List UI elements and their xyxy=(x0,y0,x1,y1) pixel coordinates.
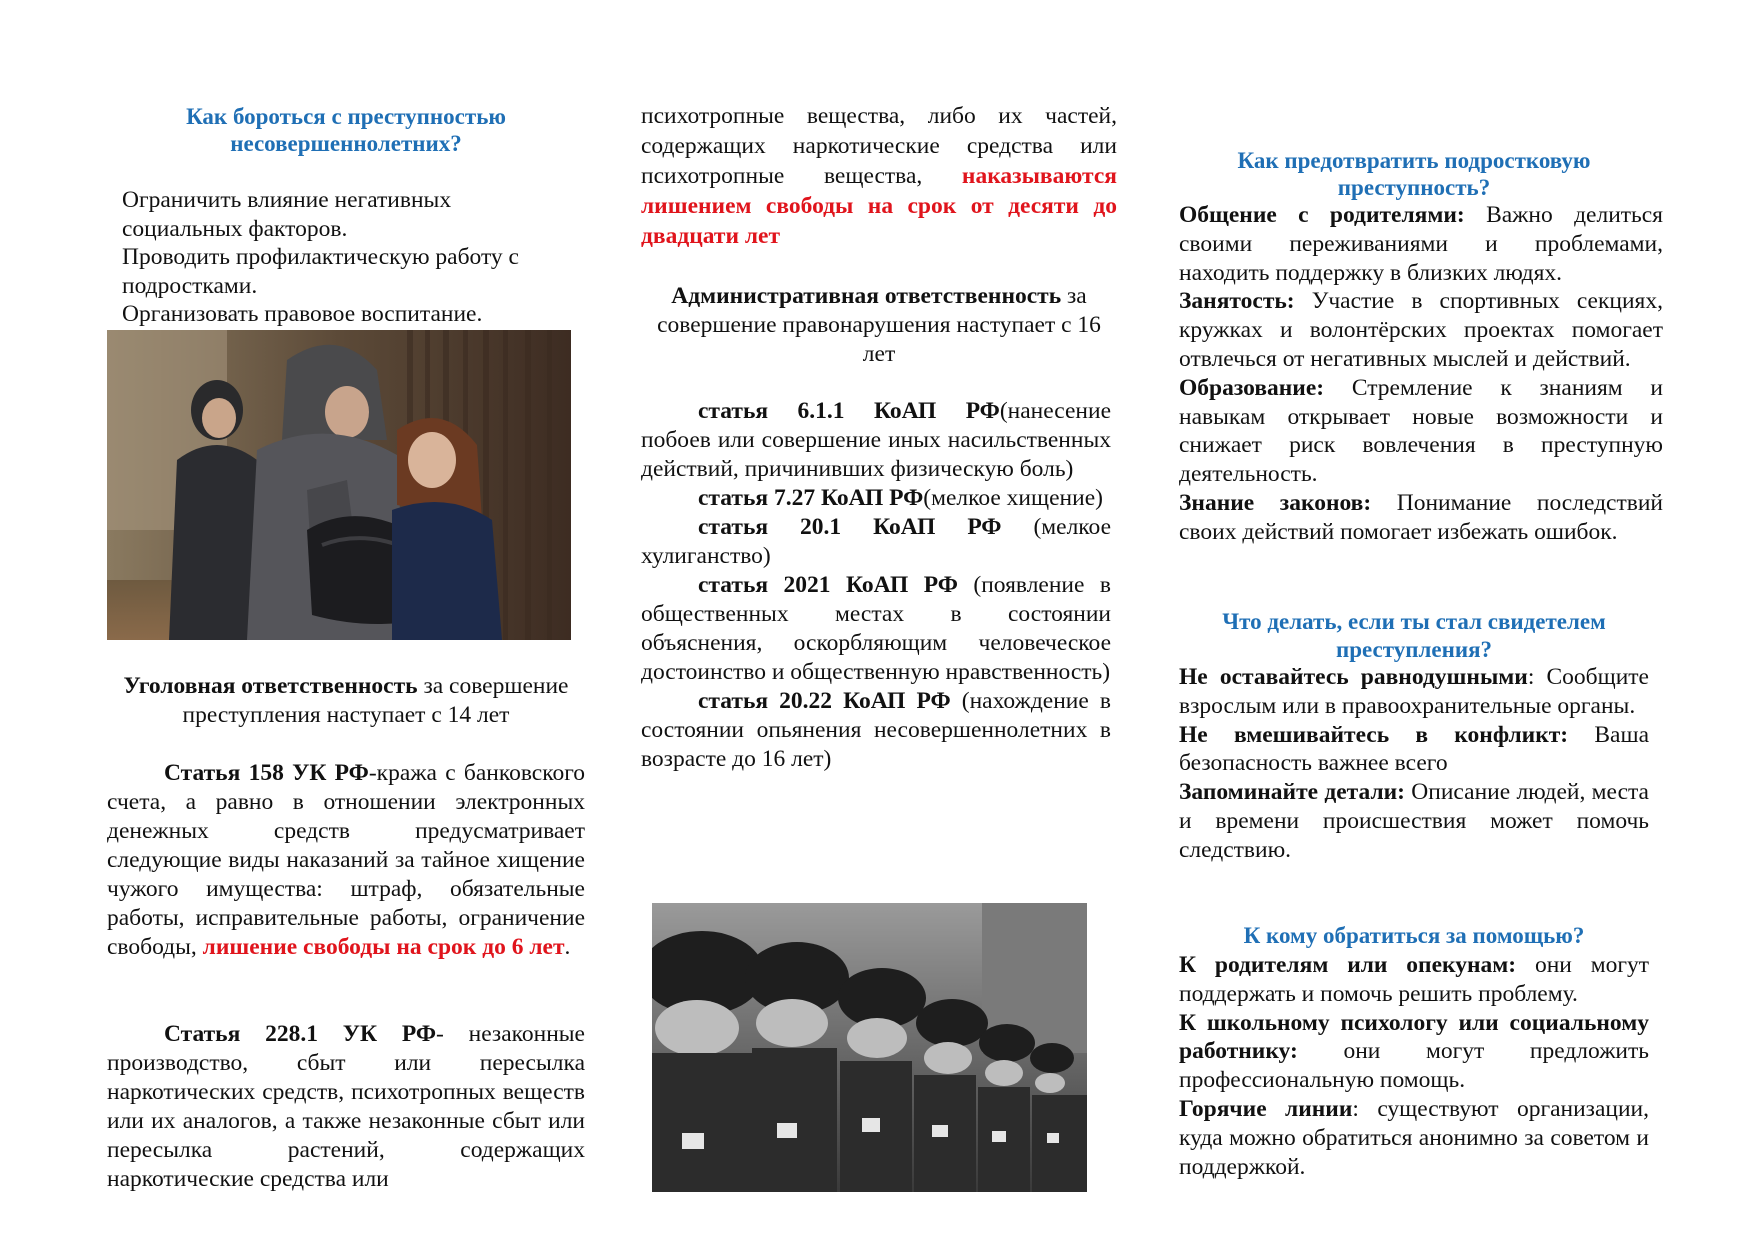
admin-article-text: (нахождение в состоянии опьянения несовершеннолетних в возрасте до 16 лет) xyxy=(641,688,1111,772)
admin-article xyxy=(641,513,1111,571)
admin-responsibility xyxy=(641,282,1117,369)
witness-item-text: Ваша безопасность важнее всего xyxy=(1179,721,1650,777)
prevent-item xyxy=(1179,287,1663,373)
continued-text: психотропные вещества, либо их частей, содержащих наркотические средства или психотропные вещества, xyxy=(641,103,1117,189)
tip-item: Проводить профилактическую работу с подростками. xyxy=(122,244,519,299)
admin-article-label: статья 20.22 КоАП РФ xyxy=(698,688,951,714)
article-228-continued xyxy=(641,101,1117,251)
tips-list xyxy=(122,186,562,329)
witness-item-text: Описание людей, места и времени происшествия может помочь следствию. xyxy=(1179,779,1649,863)
prevent-item-label: Образование: xyxy=(1179,374,1325,401)
prevent-item-text: Понимание последствий своих действий помогает избежать ошибок. xyxy=(1179,489,1663,545)
admin-article xyxy=(641,484,1111,513)
article-158 xyxy=(107,759,585,962)
admin-article xyxy=(641,687,1111,774)
heading-fight-crime: Как бороться с преступностью несовершеннолетних? xyxy=(186,104,506,156)
admin-title: Административная ответственность xyxy=(671,283,1062,309)
article-158-penalty: лишение свободы на срок до 6 лет xyxy=(202,934,565,960)
admin-rest: за совершение правонарушения наступает с 16 лет xyxy=(657,283,1101,367)
witness-list xyxy=(1179,663,1649,865)
help-item xyxy=(1179,951,1649,1009)
continued-penalty: наказываются лишением свободы на срок от десяти до двадцати лет xyxy=(641,163,1117,249)
prevent-item-text: Участие в спортивных секциях, кружках и волонтёрских проектах помогает отвлечься от негативных мыслей и действий. xyxy=(1179,288,1663,372)
witness-item xyxy=(1179,721,1649,779)
prevent-item xyxy=(1179,374,1663,489)
prevent-item-text: Важно делиться своими переживаниями и проблемами, находить поддержку в близких людях. xyxy=(1179,202,1663,286)
prevent-item-label: Общение с родителями: xyxy=(1179,202,1465,228)
witness-item-label: Не оставайтесь равнодушными xyxy=(1179,664,1528,690)
tip-item: Ограничить влияние негативных социальных факторов. xyxy=(122,187,452,242)
article-158-text: -кража с банковского счета, а равно в отношении электронных денежных средств предусматривает следующие виды наказаний за тайное хищение чужого имущества: штраф, обязательные работы, исправительные работы, ограничение свободы, xyxy=(107,760,586,960)
prevent-item xyxy=(1179,201,1663,287)
heading-help: К кому обратиться за помощью? xyxy=(1243,923,1585,948)
help-item-text: они могут предложить профессиональную помощь. xyxy=(1179,1038,1649,1094)
article-158-end: . xyxy=(564,934,571,960)
help-item-text: : существуют организации, куда можно обратиться анонимно за советом и поддержкой. xyxy=(1179,1095,1649,1180)
witness-item-text: : Сообщите взрослым или в правоохранительные органы. xyxy=(1179,664,1649,719)
prevent-item-label: Занятость: xyxy=(1179,288,1295,315)
witness-item xyxy=(1179,663,1649,721)
tip-item: Организовать правовое воспитание. xyxy=(122,301,483,327)
article-158-label: Статья 158 УК РФ xyxy=(164,760,369,786)
admin-article-text: (мелкое хищение) xyxy=(923,485,1103,511)
prevent-list xyxy=(1179,201,1663,547)
help-item-text: они могут поддержать и помочь решить проблему. xyxy=(1179,952,1649,1007)
admin-article-text: (мелкое хулиганство) xyxy=(641,514,1111,569)
article-228 xyxy=(107,1020,585,1194)
heading-prevent: Как предотвратить подростковую преступность? xyxy=(1237,148,1591,200)
article-228-label: Статья 228.1 УК РФ xyxy=(164,1021,437,1047)
help-item-label: К школьному психологу или социальному работнику: xyxy=(1179,1009,1649,1065)
criminal-responsibility xyxy=(107,672,585,730)
help-item-label: К родителям или опекунам: xyxy=(1179,952,1517,978)
prevent-item-text: Стремление к знаниям и навыкам открывает новые возможности и снижает риск вовлечения в преступную деятельность. xyxy=(1179,374,1663,488)
heading-witness: Что делать, если ты стал свидетелем преступления? xyxy=(1222,609,1606,662)
article-228-text: - незаконные производство, сбыт или пересылка наркотических средств, психотропных веществ или их аналогов, а также незаконные сбыт или пересылка растений, содержащих наркотические средства или xyxy=(107,1021,585,1192)
prevent-item-label: Знание законов: xyxy=(1179,489,1372,516)
detainees-illustration xyxy=(652,903,1087,1192)
help-item xyxy=(1179,1095,1649,1181)
detainees-photo xyxy=(652,903,1087,1192)
admin-article-label: статья 6.1.1 КоАП РФ xyxy=(698,398,1000,424)
help-item-label: Горячие линии xyxy=(1179,1095,1353,1122)
witness-item xyxy=(1179,778,1649,864)
admin-article xyxy=(641,571,1111,687)
teenagers-illustration xyxy=(107,330,571,640)
teenagers-photo xyxy=(107,330,571,640)
admin-article-label: статья 7.27 КоАП РФ xyxy=(698,485,924,511)
help-list xyxy=(1179,951,1649,1181)
help-item xyxy=(1179,1009,1649,1095)
admin-article-text: (нанесение побоев или совершение иных насильственных действий, причинивших физическую боль) xyxy=(641,398,1111,482)
admin-article-text: (появление в общественных местах в состоянии объяснения, оскорбляющим человеческое достоинство и общественную нравственность) xyxy=(641,572,1111,685)
admin-articles-list xyxy=(641,397,1111,774)
witness-item-label: Запоминайте детали: xyxy=(1179,779,1405,806)
criminal-rest: за совершение преступления наступает с 14 лет xyxy=(182,673,569,728)
witness-item-label: Не вмешивайтесь в конфликт: xyxy=(1179,721,1569,748)
criminal-title: Уголовная ответственность xyxy=(123,673,418,699)
admin-article-label: статья 2021 КоАП РФ xyxy=(698,572,958,598)
admin-article-label: статья 20.1 КоАП РФ xyxy=(698,514,1002,540)
admin-article xyxy=(641,397,1111,484)
prevent-item xyxy=(1179,489,1663,547)
